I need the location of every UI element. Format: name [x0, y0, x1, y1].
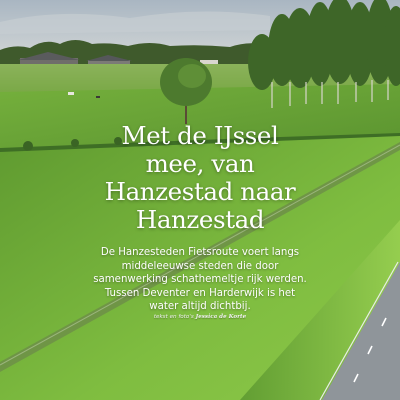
headline-line: mee, van — [145, 149, 255, 178]
headline-line: Hanzestad naar — [104, 177, 296, 206]
article-headline — [60, 122, 340, 234]
intro-line: De Hanzesteden Fietsroute voert langs — [100, 247, 300, 258]
intro-line: Tussen Deventer en Harderwijk is het — [104, 287, 296, 299]
intro-line: middeleeuwse steden die door — [121, 260, 279, 272]
credit-label: tekst en foto's — [153, 314, 194, 320]
photo-credit — [120, 313, 280, 321]
intro-line: samenwerking schathemeltje rijk werden. — [93, 274, 307, 285]
credit-author: Jessica de Korte — [195, 314, 247, 320]
article-intro — [84, 246, 316, 314]
intro-line: water altijd dichtbij. — [149, 301, 251, 312]
headline-line: Hanzestad — [135, 205, 265, 234]
headline-line: Met de IJssel — [121, 121, 279, 150]
